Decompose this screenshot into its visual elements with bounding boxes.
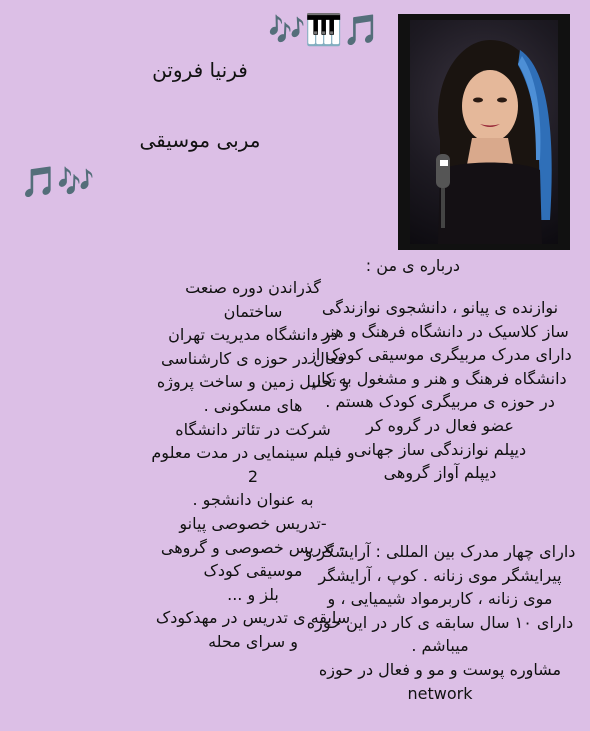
portrait-illustration: [410, 20, 558, 244]
right-line: نوازنده ی پیانو ، دانشجوی نوازندگی: [321, 298, 559, 317]
left-line: شرکت در تئاتر دانشگاه: [175, 419, 331, 439]
right-line: دارای چهار مدرک بین المللی : آرایشگر و: [304, 542, 576, 561]
left-line: در دانشگاه مدیریت تهران: [168, 325, 338, 345]
left-line: و سرای محله: [208, 631, 298, 651]
left-line: به عنوان دانشجو .: [192, 490, 314, 510]
person-role: مربی موسیقی: [139, 128, 261, 152]
music-notes-icon: 🎶🎹🎵: [268, 13, 381, 48]
left-line: گذراندن دوره صنعت: [185, 278, 321, 297]
left-line: های مسکونی .: [203, 395, 303, 415]
right-line: دارای مدرک مربیگری موسیقی کودک از: [308, 345, 572, 365]
profile-photo: [398, 14, 570, 250]
right-line: در حوزه ی مربیگری کودک هستم .: [325, 392, 555, 412]
right-line: پیرایشگر موی زنانه . کوپ ، آرایشگر: [318, 565, 562, 585]
left-line: بلز و ...: [227, 584, 279, 604]
right-line: دارای ۱۰ سال سابقه ی کار در این حوزه: [306, 612, 574, 632]
right-line: عضو فعال در گروه کر: [366, 415, 514, 435]
person-name: فرنیا فروتن: [152, 58, 248, 82]
left-line: فعال در حوزه ی کارشناسی: [161, 348, 345, 368]
left-line: ساختمان: [223, 301, 283, 321]
right-line: دانشگاه فرهنگ و هنر و مشغول به کار: [313, 368, 567, 388]
music-notes-icon-left: 🎵🎶: [20, 165, 95, 200]
right-line: دیپلم آواز گروهی: [383, 463, 497, 483]
right-line-network: network: [407, 683, 473, 703]
left-line: 2: [247, 466, 259, 486]
left-line: موسیقی کودک: [203, 561, 303, 581]
left-line: و فیلم سینمایی در مدت معلوم: [151, 443, 355, 463]
portrait-image: [410, 20, 558, 244]
left-line: سابقه ی تدریس در مهدکودک: [155, 608, 351, 628]
left-line: - تدریس خصوصی و گروهی: [160, 537, 346, 557]
right-line: مشاوره پوست و مو و فعال در حوزه: [318, 659, 562, 679]
right-line: میباشم .: [411, 636, 469, 656]
right-line: موی زنانه ، کاربرمواد شیمیایی ، و: [327, 589, 553, 609]
right-line: دیپلم نوازندگی ساز جهانی: [353, 439, 527, 459]
right-line: ساز کلاسیک در دانشگاه فرهنگ و هنر ،: [311, 321, 569, 341]
left-line: -تدریس خصوصی پیانو: [179, 513, 327, 533]
about-heading: درباره ی من :: [365, 256, 460, 275]
right-column-about: [292, 296, 588, 485]
left-line: و تحلیل زمین و ساخت پروژه: [156, 372, 350, 392]
right-column-certificates: [292, 540, 588, 705]
